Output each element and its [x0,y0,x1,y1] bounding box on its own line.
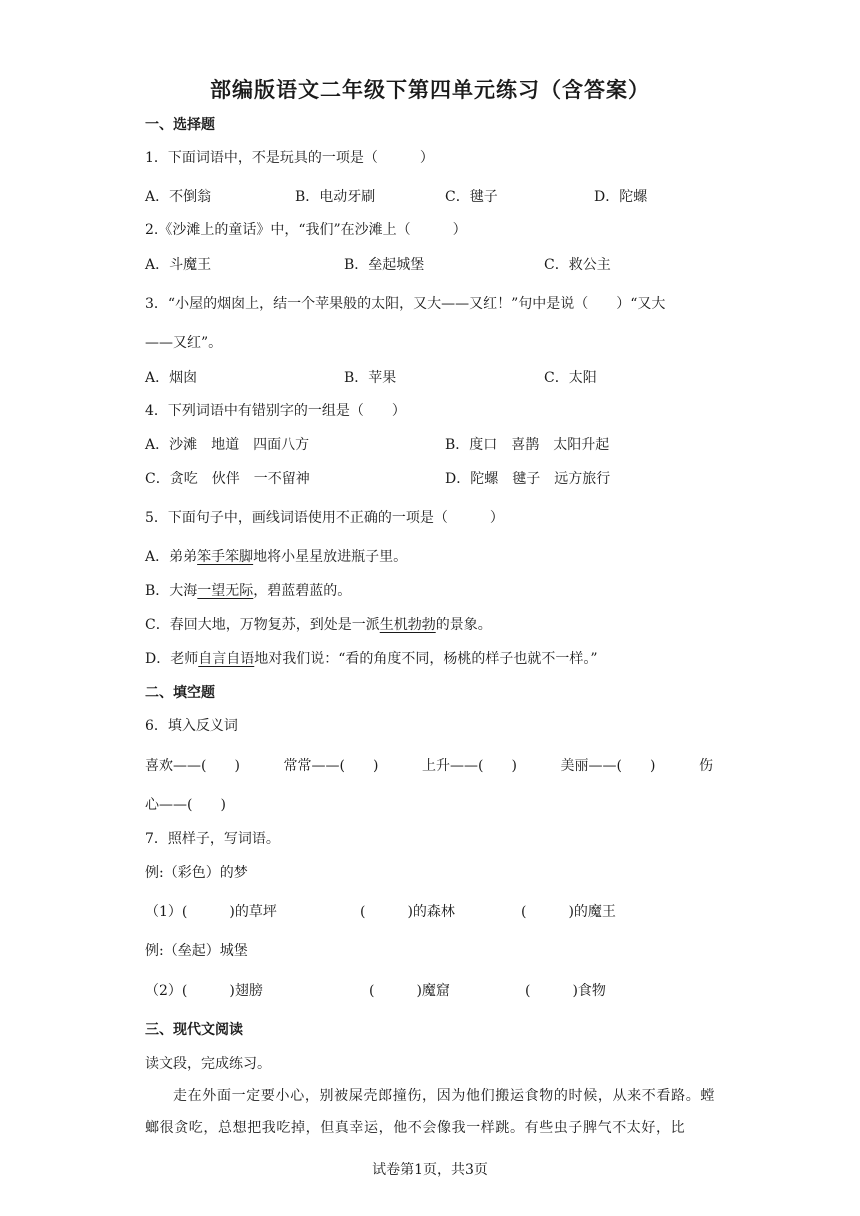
question-1-stem: 1．下面词语中，不是玩具的一项是（ ） [145,150,434,166]
question-3-option-a: A．烟囱 [145,370,198,386]
question-4-option-a: A．沙滩 地道 四面八方 [145,437,310,453]
antonym-item: 伤 [699,758,713,774]
question-5-option-d [145,648,598,668]
question-7-row2-item: （2）( )翅膀 [145,983,263,999]
option-text: A．弟弟 [145,549,198,565]
underlined-word: 一望无际 [197,583,254,599]
question-3-option-b: B．苹果 [344,370,397,386]
question-5-stem: 5．下面句子中，画线词语使用不正确的一项是（ ） [145,510,504,526]
question-2-stem: 2.《沙滩上的童话》中，“我们”在沙滩上（ ） [145,222,467,238]
option-text: B．大海 [145,583,198,599]
question-7-example-2: 例:（垒起）城堡 [145,943,248,959]
antonym-item: 上升——( ) [422,758,517,774]
question-1-option-d: D．陀螺 [594,189,648,205]
question-2-option-a: A．斗魔王 [145,257,212,273]
option-text: 地对我们说：“看的角度不同，杨桃的样子也就不一样。” [254,651,598,667]
underlined-word: 自言自语 [198,651,255,667]
option-text: D．老师 [145,651,199,667]
question-7-stem: 7．照样子，写词语。 [145,831,280,847]
question-7-row2-item: ( )食物 [525,983,606,999]
question-7-row2-item: ( )魔窟 [369,983,450,999]
question-7-example-1: 例:（彩色）的梦 [145,865,248,881]
question-5-option-c [145,614,492,634]
page-footer: 试卷第1页，共3页 [372,1162,488,1178]
reading-passage: 走在外面一定要小心，别被屎壳郎撞伤，因为他们搬运食物的时候，从来不看路。螳螂很贪吃，总想把我吃掉，但真幸运，他不会像我一样跳。有些虫子脾气不太好，比 [145,1088,715,1136]
option-text: 的景象。 [435,617,492,633]
question-3-stem-line2: ——又红”。 [145,335,223,351]
underlined-word: 生机勃勃 [379,617,436,633]
section-heading-reading: 三、现代文阅读 [145,1022,243,1038]
reading-instruction: 读文段，完成练习。 [145,1056,271,1072]
question-4-option-b: B．度口 喜鹊 太阳升起 [445,437,610,453]
antonym-item: 喜欢——( ) [145,758,240,774]
question-6-antonym-row [145,755,713,775]
question-7-row1-item: （1）( )的草坪 [145,904,277,920]
question-1-option-c: C．毽子 [445,189,498,205]
question-7-row1-item: ( )的森林 [360,904,455,920]
question-6-stem: 6．填入反义词 [145,718,238,734]
question-7-row1-item: ( )的魔王 [521,904,616,920]
antonym-item: 常常——( ) [283,758,379,774]
question-6-line2: 心——( ) [145,797,226,813]
option-text: 地将小星星放进瓶子里。 [253,549,408,565]
option-text: C．春回大地，万物复苏，到处是一派 [145,617,380,633]
page-title: 部编版语文二年级下第四单元练习（含答案） [210,78,650,102]
section-heading-fill: 二、填空题 [145,685,215,701]
question-3-option-c: C．太阳 [544,370,597,386]
underlined-word: 笨手笨脚 [197,549,254,565]
question-4-option-c: C．贪吃 伙伴 一不留神 [145,471,310,487]
question-1-option-a: A．不倒翁 [145,189,212,205]
option-text: ，碧蓝碧蓝的。 [253,583,352,599]
question-4-option-d: D．陀螺 毽子 远方旅行 [445,471,611,487]
question-5-option-b [145,580,351,600]
question-2-option-b: B．垒起城堡 [344,257,425,273]
question-5-option-a [145,546,407,566]
antonym-item: 美丽——( ) [560,758,656,774]
question-4-stem: 4．下列词语中有错别字的一组是（ ） [145,403,406,419]
question-1-option-b: B．电动牙刷 [295,189,376,205]
question-2-option-c: C．救公主 [544,257,611,273]
question-3-stem-line1: 3．“小屋的烟囱上，结一个苹果般的太阳，又大——又红！”句中是说（ ）“又大 [145,296,666,312]
section-heading-choice: 一、选择题 [145,117,215,133]
